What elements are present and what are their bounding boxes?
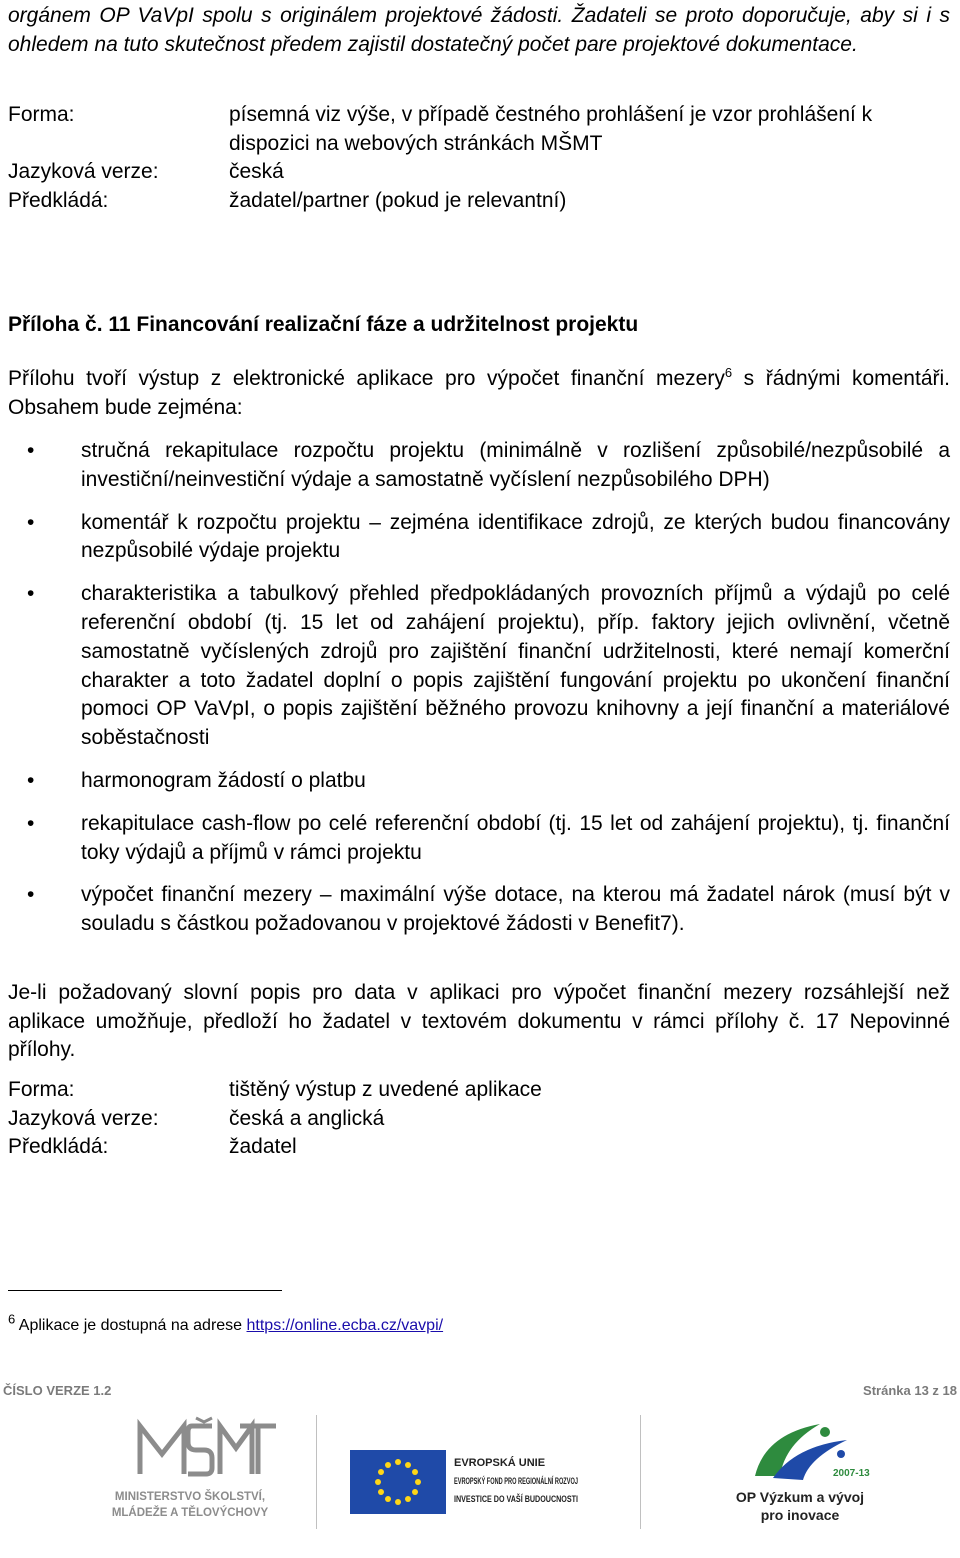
meta-submitter-value: žadatel xyxy=(229,1135,297,1158)
op-vavpi-name-line-1: OP Výzkum a vývoj xyxy=(735,1489,865,1505)
meta-form-label: Forma: xyxy=(8,103,75,126)
footnote-number: 6 xyxy=(8,1311,16,1327)
contents-bullet-list xyxy=(8,437,950,939)
footnote-divider xyxy=(8,1290,282,1291)
meta-form-label: Forma: xyxy=(8,1078,75,1101)
eu-logo xyxy=(350,1446,664,1518)
op-vavpi-name-line-2: pro inovace xyxy=(760,1507,840,1523)
meta-submitter-label: Předkládá: xyxy=(8,1135,109,1158)
msmt-logo xyxy=(100,1414,280,1526)
msmt-monogram-icon xyxy=(140,1418,276,1474)
footnote-link[interactable]: https://online.ecba.cz/vavpi/ xyxy=(246,1317,444,1334)
footnote-reference[interactable]: 6 xyxy=(724,365,733,380)
meta-row-form xyxy=(8,101,950,158)
bullet-icon: • xyxy=(27,768,35,792)
version-label: ČÍSLO VERZE 1.2 xyxy=(3,1383,112,1398)
list-item-text: komentář k rozpočtu projektu – zejména identifikace zdrojů, ze kterých budou financovány nezpůsobilé výdaje projektu xyxy=(81,510,950,563)
meta-row-language xyxy=(8,1105,950,1134)
meta-language-label: Jazyková verze: xyxy=(8,160,159,183)
msmt-name-line-2: MLÁDEŽE A TĚLOVÝCHOVY xyxy=(111,1507,269,1519)
list-item-text: výpočet finanční mezery – maximální výše dotace, na kterou má žadatel nárok (musí být v souladu s částkou požadovanou v projektové žádosti v Benefit7). xyxy=(81,883,950,936)
logo-divider xyxy=(640,1415,641,1529)
list-item xyxy=(8,881,950,939)
bullet-icon: • xyxy=(27,439,35,462)
attachment-meta-bottom xyxy=(8,1076,950,1162)
eu-name-line-1: EVROPSKÁ UNIE xyxy=(454,1457,546,1469)
meta-form-value: tištěný výstup z uvedené aplikace xyxy=(229,1078,542,1101)
meta-submitter-value: žadatel/partner (pokud je relevantní) xyxy=(229,188,567,212)
list-item xyxy=(8,580,950,753)
bullet-icon: • xyxy=(27,582,35,606)
bullet-icon: • xyxy=(27,510,35,534)
list-item xyxy=(8,767,950,796)
list-item xyxy=(8,509,950,567)
meta-row-form xyxy=(8,1076,950,1105)
meta-row-language xyxy=(8,158,950,187)
msmt-name-line-1: MINISTERSTVO ŠKOLSTVÍ, xyxy=(114,1491,266,1503)
section-heading: Příloha č. 11 Financování realizační fáze a udržitelnost projektu xyxy=(8,313,639,336)
intro-paragraph: orgánem OP VaVpI spolu s originálem projektové žádosti. Žadateli se proto doporučuje, aby si i s ohledem na tuto skutečnost předem zajistil dostatečný počet pare projektové dokumentace. xyxy=(8,4,950,56)
body-paragraph-2: Je-li požadovaný slovní popis pro data v aplikaci pro výpočet finanční mezery rozsáhlejší než aplikace umožňuje, předloží ho žadatel v textovém dokumentu v rámci přílohy č. 17 Nepovinné přílohy. xyxy=(8,981,950,1061)
meta-row-submitter xyxy=(8,1133,950,1162)
logo-divider xyxy=(316,1415,317,1529)
list-item-text: charakteristika a tabulkový přehled předpokládaných provozních příjmů a výdajů po celé referenční období (tj. 15 let od zahájení projektu), příp. faktory jejich ovlivnění, včetně samostatně vyčíslených zdrojů pro zajištění finanční udržitelnosti, které nemají komerční charakter a toto žadatel doplní o popis zajištění fungování projektu po ukončení finanční pomoci OP VaVpI, o popis zajištění běžného provozu knihovny a její finanční a materiálové soběstačnosti xyxy=(81,582,950,750)
meta-language-value: česká a anglická xyxy=(229,1106,385,1130)
attachment-meta-top xyxy=(8,101,950,215)
eu-name-line-3: INVESTICE DO VAŠÍ BUDOUCNOSTI xyxy=(454,1494,619,1505)
meta-language-label: Jazyková verze: xyxy=(8,1106,159,1130)
footnote-text: Aplikace je dostupná na adrese xyxy=(15,1317,247,1334)
body-paragraph-1 xyxy=(8,365,950,422)
bullet-icon: • xyxy=(27,883,35,907)
eu-name-line-2: EVROPSKÝ FOND PRO REGIONÁLNÍ ROZVOJ xyxy=(454,1476,664,1487)
list-item-text: rekapitulace cash-flow po celé referenční období (tj. 15 let od zahájení projektu), tj. finanční toky výdajů a příjmů v rámci projektu xyxy=(81,811,950,864)
page-number: Stránka 13 z 18 xyxy=(863,1383,957,1398)
op-vavpi-years: 2007-13 xyxy=(833,1468,870,1479)
meta-row-submitter xyxy=(8,187,950,216)
meta-language-value: česká xyxy=(229,160,284,183)
list-item-text: harmonogram žádostí o platbu xyxy=(81,768,366,792)
bullet-icon: • xyxy=(27,811,35,835)
op-vavpi-logo xyxy=(725,1414,875,1534)
meta-form-value: písemná viz výše, v případě čestného prohlášení je vzor prohlášení k dispozici na webových stránkách MŠMT xyxy=(229,103,873,155)
para1-text-continued: s řádnými komentáři. Obsahem bude zejména: xyxy=(8,367,950,419)
footnote xyxy=(8,1311,444,1337)
list-item xyxy=(8,810,950,868)
meta-submitter-label: Předkládá: xyxy=(8,188,109,212)
para1-text: Přílohu tvoří výstup z elektronické aplikace pro výpočet finanční mezery xyxy=(8,367,725,390)
list-item xyxy=(8,437,950,495)
list-item-text: stručná rekapitulace rozpočtu projektu (minimálně v rozlišení způsobilé/nezpůsobilé a investiční/neinvestiční výdaje a samostatně vyčíslení nezpůsobilého DPH) xyxy=(81,439,950,491)
